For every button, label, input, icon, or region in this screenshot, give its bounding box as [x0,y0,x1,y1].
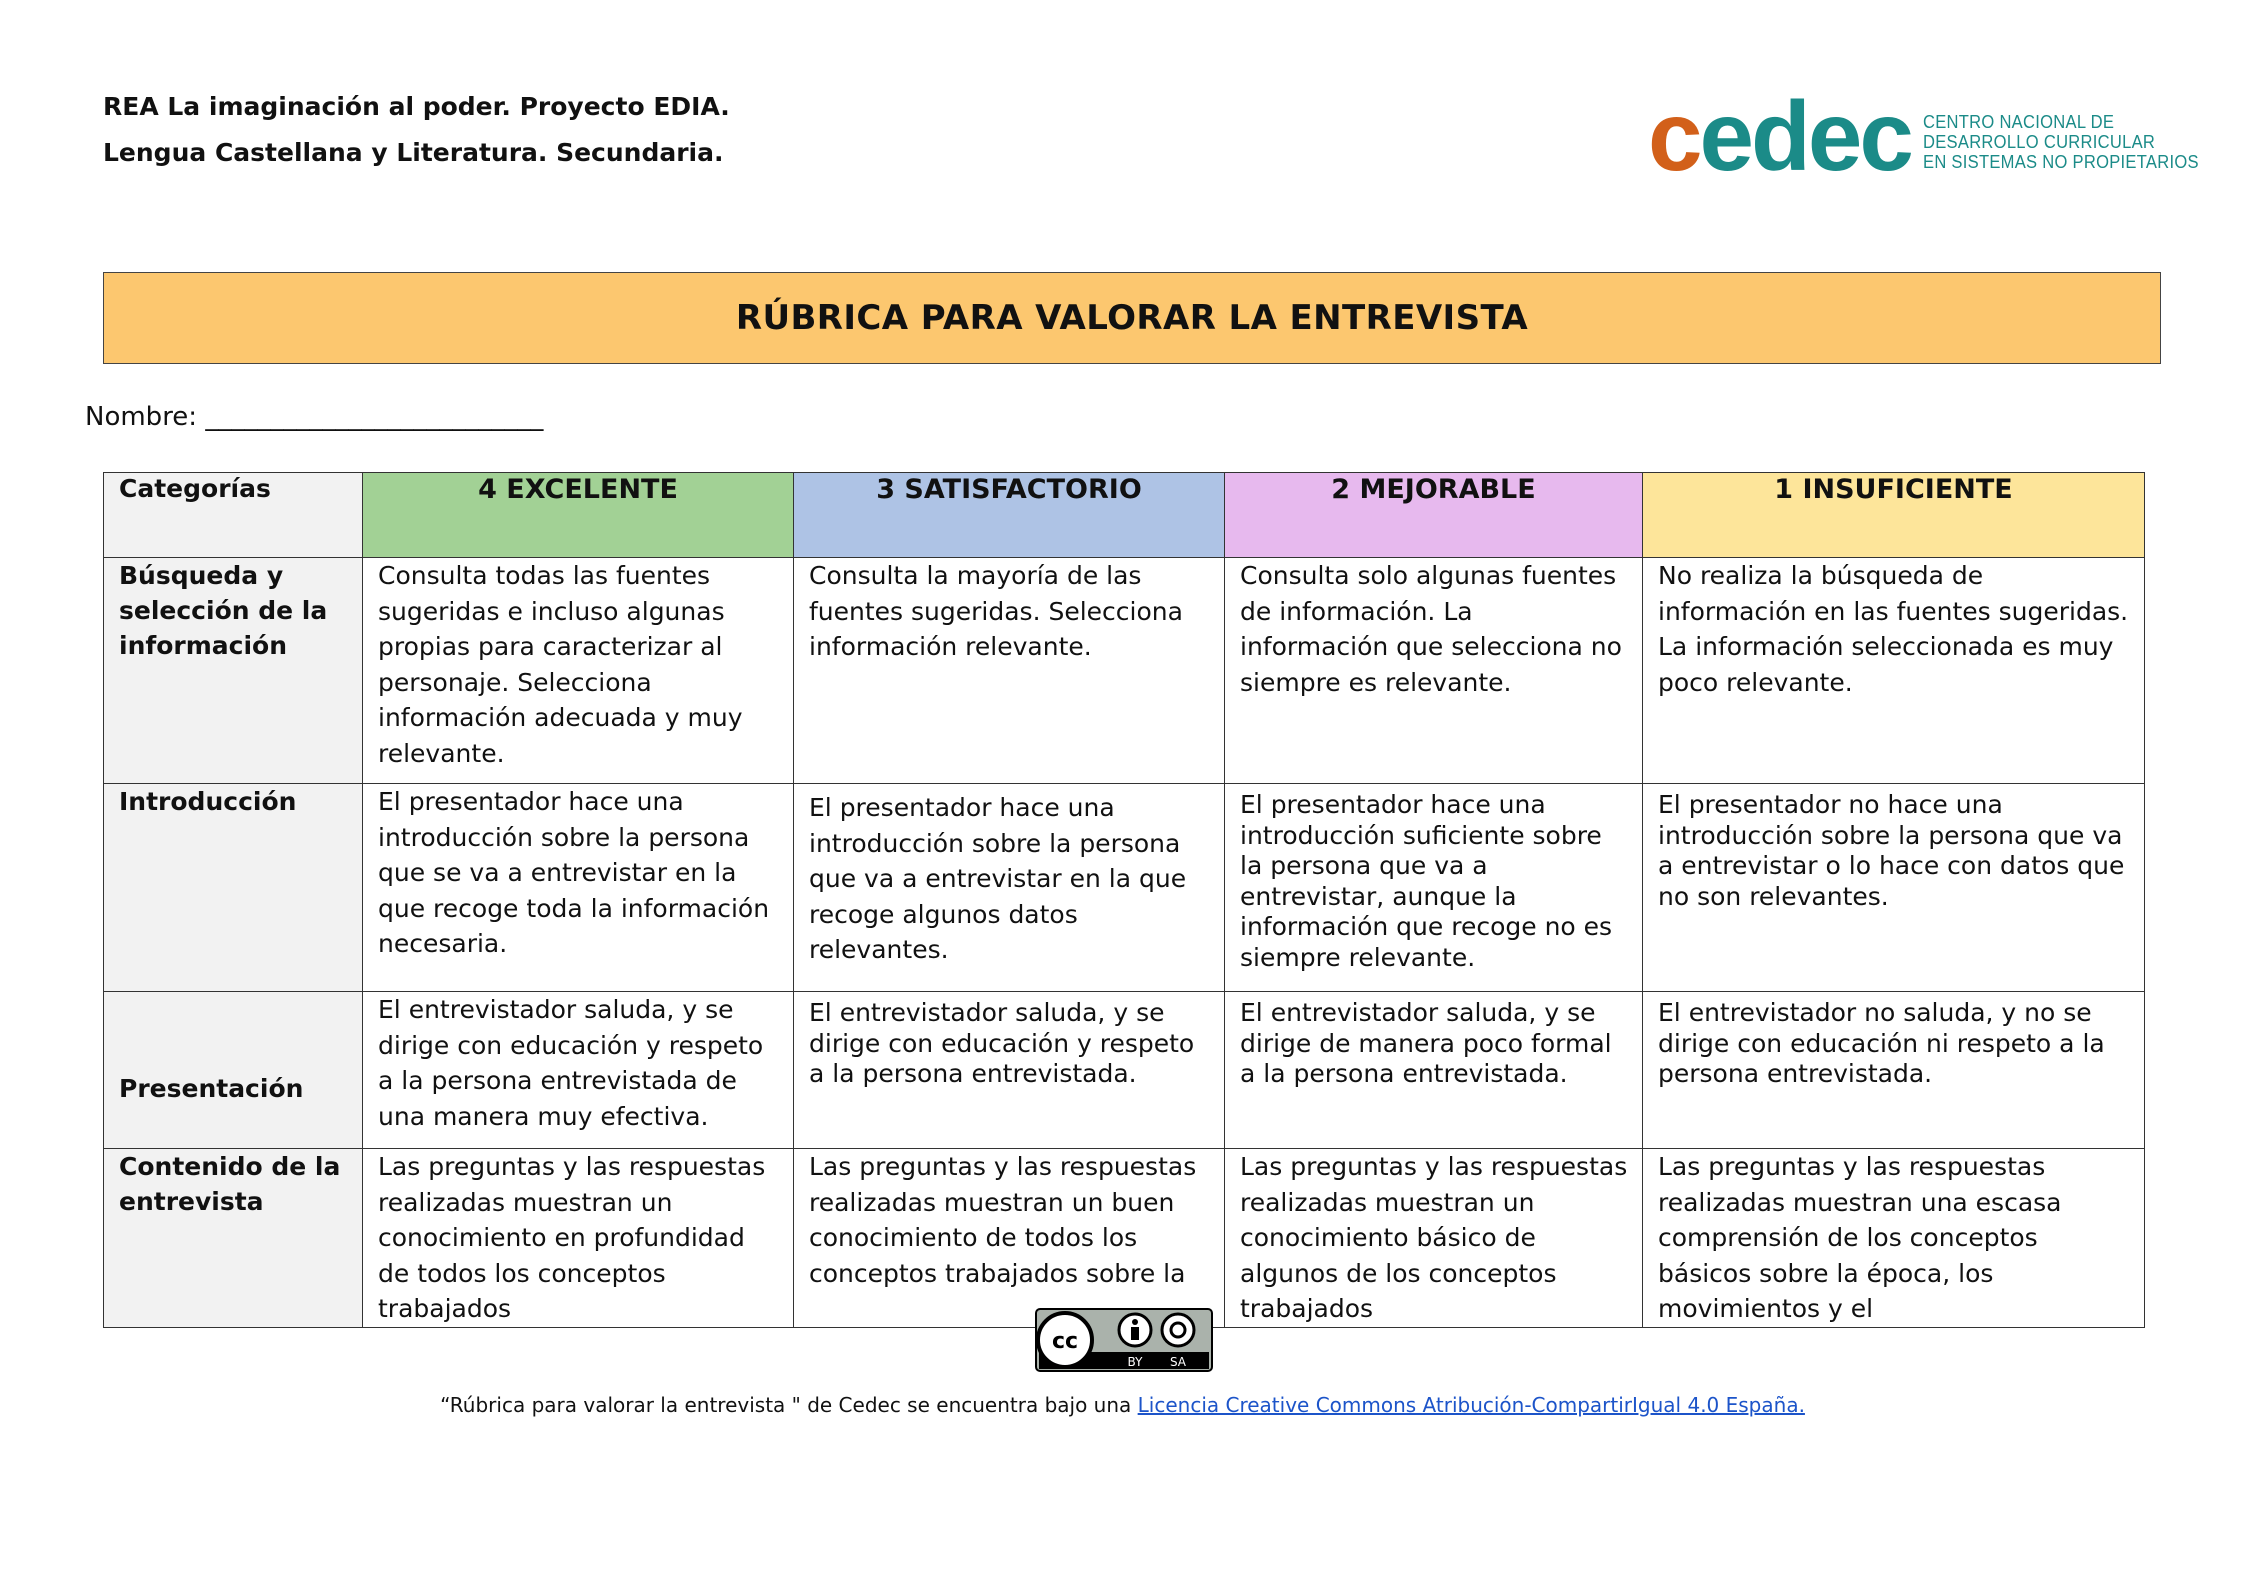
table-row [104,1149,2145,1328]
header-insuficiente: 1 INSUFICIENTE [1643,473,2145,558]
logo-c: c [1648,81,1700,191]
cedec-logo [1648,81,2223,191]
cell-introduccion-2: El presentador hace una introducción suficiente sobre la persona que va a entrevistar, aunque la información que recoge no es siempre relevante. [1225,784,1643,992]
category-busqueda: Búsqueda y selección de la información [104,558,363,784]
cc-by-label: BY [1127,1355,1143,1369]
cell-contenido-1: Las preguntas y las respuestas realizadas muestran una escasa comprensión de los conceptos básicos sobre la época, los movimientos y el [1643,1149,2145,1328]
license-link[interactable]: Licencia Creative Commons Atribución-CompartirIgual 4.0 España. [1137,1393,1805,1417]
cell-busqueda-4: Consulta todas las fuentes sugeridas e incluso algunas propias para caracterizar al personaje. Selecciona información adecuada y muy relevante. [363,558,794,784]
cell-contenido-4: Las preguntas y las respuestas realizadas muestran un conocimiento en profundidad de todos los conceptos trabajados [363,1149,794,1328]
cedec-logo-subtitle [1923,112,2199,172]
header-project-line: REA La imaginación al poder. Proyecto EDIA. [103,92,730,121]
cell-introduccion-4: El presentador hace una introducción sobre la persona que se va a entrevistar en la que recoge toda la información necesaria. [363,784,794,992]
category-contenido: Contenido de la entrevista [104,1149,363,1328]
cell-presentacion-4: El entrevistador saluda, y se dirige con educación y respeto a la persona entrevistada de una manera muy efectiva. [363,992,794,1149]
cell-busqueda-3: Consulta la mayoría de las fuentes sugeridas. Selecciona información relevante. [794,558,1225,784]
cc-by-sa-badge [1035,1308,1213,1372]
table-row [104,992,2145,1149]
rubric-title: RÚBRICA PARA VALORAR LA ENTREVISTA [735,298,1529,338]
footer-text: “Rúbrica para valorar la entrevista " de Cedec se encuentra bajo una [440,1393,1138,1417]
cell-presentacion-1: El entrevistador no saluda, y no se dirige con educación ni respeto a la persona entrevistada. [1643,992,2145,1149]
category-presentacion: Presentación [104,992,363,1149]
table-row [104,558,2145,784]
rubric-table [103,472,2145,1328]
cedec-logo-wordmark [1648,81,1911,191]
header-categorias: Categorías [104,473,363,558]
sa-share-icon [1162,1314,1194,1346]
logo-sub-line3: EN SISTEMAS NO PROPIETARIOS [1922,152,2199,172]
cell-presentacion-2: El entrevistador saluda, y se dirige de manera poco formal a la persona entrevistada. [1225,992,1643,1149]
by-person-head [1132,1319,1138,1325]
header-satisfactorio: 3 SATISFACTORIO [794,473,1225,558]
document-header [103,92,730,184]
name-field: Nombre: __________________________ [85,402,544,432]
cell-busqueda-1: No realiza la búsqueda de información en las fuentes sugeridas. La información seleccionada es muy poco relevante. [1643,558,2145,784]
table-row [104,784,2145,992]
logo-sub-line2: DESARROLLO CURRICULAR [1922,132,2156,152]
cell-busqueda-2: Consulta solo algunas fuentes de información. La información que selecciona no siempre es relevante. [1225,558,1643,784]
header-mejorable: 2 MEJORABLE [1225,473,1643,558]
logo-edec: edec [1699,81,1911,191]
cell-introduccion-1: El presentador no hace una introducción sobre la persona que va a entrevistar o lo hace con datos que no son relevantes. [1643,784,2145,992]
cell-contenido-2: Las preguntas y las respuestas realizadas muestran un conocimiento básico de algunos de los conceptos trabajados [1225,1149,1643,1328]
cell-introduccion-3: El presentador hace una introducción sobre la persona que va a entrevistar en la que recoge algunos datos relevantes. [794,784,1225,992]
cell-contenido-3: Las preguntas y las respuestas realizadas muestran un buen conocimiento de todos los conceptos trabajados sobre la [794,1149,1225,1328]
license-footer [0,1393,2245,1417]
header-subject-line: Lengua Castellana y Literatura. Secundaria. [103,138,724,167]
logo-sub-line1: CENTRO NACIONAL DE [1922,112,2115,132]
by-person-body [1131,1327,1139,1340]
category-introduccion: Introducción [104,784,363,992]
cell-presentacion-3: El entrevistador saluda, y se dirige con educación y respeto a la persona entrevistada. [794,992,1225,1149]
rubric-title-bar [103,272,2161,364]
table-header-row [104,473,2145,558]
cc-icon-text: cc [1051,1329,1079,1354]
header-excelente: 4 EXCELENTE [363,473,794,558]
cc-sa-label: SA [1169,1355,1187,1369]
